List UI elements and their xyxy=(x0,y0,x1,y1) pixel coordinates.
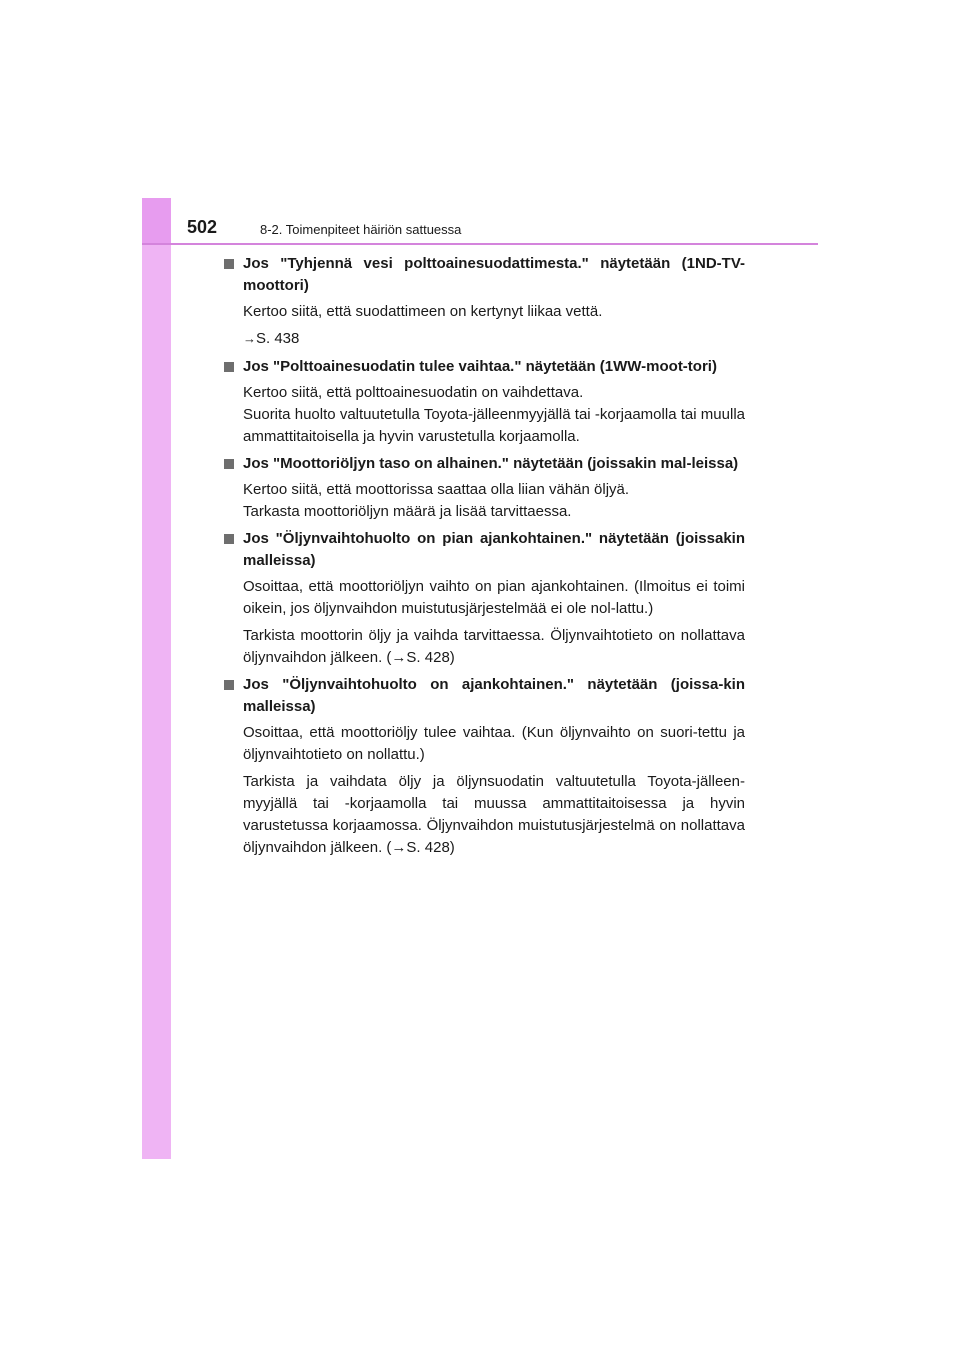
warning-item-fuel-filter-replace xyxy=(222,356,745,448)
item-heading: Jos "Polttoainesuodatin tulee vaihtaa." näytetään (1WW-moot-tori) xyxy=(222,356,745,378)
header-rule xyxy=(142,243,818,245)
arrow-right-icon: → xyxy=(243,331,256,346)
item-paragraph: Tarkista moottorin öljy ja vaihda tarvittaessa. Öljynvaihtotieto on nollattava öljynvaihdon jälkeen. (→S. 428) xyxy=(243,627,745,666)
item-paragraph: Osoittaa, että moottoriöljyn vaihto on pian ajankohtainen. (Ilmoitus ei toimi oikein, jos öljynvaihdon muistutusjärjestelmää ei ole nol-lattu.) xyxy=(243,578,745,617)
warning-item-oil-change-soon xyxy=(222,528,745,669)
item-heading: Jos "Öljynvaihtohuolto on ajankohtainen." näytetään (joissa-kin malleissa) xyxy=(222,674,745,718)
warning-item-oil-level-low xyxy=(222,453,745,523)
square-bullet-icon xyxy=(224,534,234,544)
item-paragraph: Kertoo siitä, että suodattimeen on kertynyt liikaa vettä. xyxy=(243,303,603,320)
square-bullet-icon xyxy=(224,459,234,469)
section-title: 8-2. Toimenpiteet häiriön sattuessa xyxy=(260,222,462,237)
item-paragraph: Kertoo siitä, että polttoainesuodatin on vaihdettava. Suorita huolto valtuutetulla Toyota-jälleenmyyjällä tai -korjaamolla tai muulla ammattitaitoisella ja hyvin varustetulla korjaamolla. xyxy=(243,384,745,445)
square-bullet-icon xyxy=(224,362,234,372)
square-bullet-icon xyxy=(224,259,234,269)
item-heading: Jos "Öljynvaihtohuolto on pian ajankohtainen." näytetään (joissakin malleissa) xyxy=(222,528,745,572)
item-paragraph: Osoittaa, että moottoriöljy tulee vaihtaa. (Kun öljynvaihto on suori-tettu ja öljynvaihtotieto on nollattu.) xyxy=(243,724,745,763)
page-number: 502 xyxy=(187,217,218,237)
content-area xyxy=(222,253,745,864)
item-heading: Jos "Tyhjennä vesi polttoainesuodattimesta." näytetään (1ND-TV-moottori) xyxy=(222,253,745,297)
item-paragraph: Tarkista ja vaihdata öljy ja öljynsuodatin valtuutetulla Toyota-jälleen-myyjällä tai -korjaamolla tai muussa ammattitaitoisessa ja hyvin varustetussa korjaamossa. Öljynvaihdon muistutusjärjestelmä on nollattava öljynvaihdon jälkeen. (→S. 428) xyxy=(243,773,745,856)
warning-item-fuel-filter-water xyxy=(222,253,745,350)
page-reference-link[interactable]: →S. 438 xyxy=(222,328,745,350)
chapter-side-bar xyxy=(142,198,171,1159)
item-heading: Jos "Moottoriöljyn taso on alhainen." näytetään (joissakin mal-leissa) xyxy=(222,453,745,475)
square-bullet-icon xyxy=(224,680,234,690)
warning-item-oil-change-due xyxy=(222,674,745,859)
chapter-header-band xyxy=(142,198,171,244)
item-paragraph: Kertoo siitä, että moottorissa saattaa olla liian vähän öljyä. Tarkasta moottoriöljyn määrä ja lisää tarvittaessa. xyxy=(243,481,630,520)
